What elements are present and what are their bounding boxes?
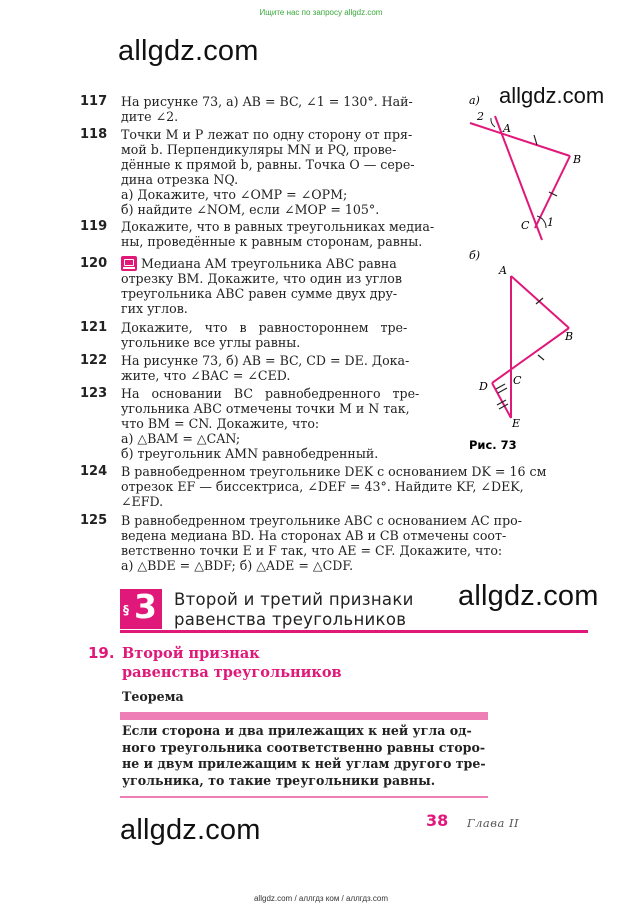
- problem-line: В равнобедренном треугольнике DEK с основанием DK = 16 см: [121, 464, 547, 479]
- paragraph-title-line: равенства треугольников: [122, 664, 342, 681]
- problem-line: Докажите, что в равных треугольниках медиа-: [121, 219, 435, 234]
- site-watermark: allgdz.com: [118, 35, 259, 67]
- problem-line: б) найдите ∠NOM, если ∠MOP = 105°.: [121, 202, 380, 217]
- site-watermark: allgdz.com: [458, 580, 599, 612]
- problem-line: дина отрезка NQ.: [121, 172, 239, 187]
- problem-line: треугольника ABC равен сумме двух дру-: [121, 286, 398, 301]
- section-title: [174, 590, 414, 630]
- problem-line: ны, проведённые к равным сторонам, равны.: [121, 234, 423, 249]
- problem-number: 119: [80, 219, 108, 234]
- theorem-line: угольника, то такие треугольники равны.: [122, 772, 436, 788]
- section-number: 3: [134, 587, 157, 626]
- problem-line: На рисунке 73, а) AB = BC, ∠1 = 130°. Най-: [121, 94, 413, 109]
- paragraph-title-line: Второй признак: [122, 645, 260, 662]
- label-1: 1: [547, 216, 554, 229]
- theorem-top-bar: [120, 712, 488, 720]
- problem-117: [80, 94, 450, 124]
- point-b: B: [573, 153, 582, 166]
- problem-number: 122: [80, 353, 108, 368]
- problem-number: 120: [80, 256, 108, 271]
- problem-124: [80, 464, 590, 509]
- point-b: B: [565, 330, 574, 343]
- theorem-text: [122, 723, 488, 789]
- problem-number: 124: [80, 464, 108, 479]
- problem-125: [80, 513, 590, 573]
- problem-line: Точки M и P лежат по одну сторону от пря-: [121, 127, 413, 142]
- problem-line: ветственно точки E и F так, что AE = CF. Докажите, что:: [121, 543, 503, 558]
- section-title-line: равенства треугольников: [174, 610, 407, 629]
- problem-number: 123: [80, 386, 108, 401]
- segment-ab: [511, 276, 569, 328]
- segment-bd: [492, 328, 569, 383]
- problem-line: жите, что ∠BAC = ∠CED.: [121, 368, 291, 383]
- section-rule: [120, 630, 588, 633]
- problem-line: мой b. Перпендикуляры MN и PQ, прове-: [121, 142, 397, 157]
- site-watermark: allgdz.com: [499, 83, 605, 108]
- problem-line: отрезок EF — биссектриса, ∠DEF = 43°. Найдите KF, ∠DEK,: [121, 479, 524, 494]
- theorem-line: не и двум прилежащим к ней углам другого тре-: [122, 756, 486, 771]
- point-c: C: [513, 374, 522, 387]
- section-title-line: Второй и третий признаки: [174, 590, 414, 609]
- problem-line: ведена медиана BD. На сторонах AB и CB отмечены соот-: [121, 528, 507, 543]
- problem-line: угольнике все углы равны.: [121, 335, 301, 350]
- problem-line: б) треугольник AMN равнобедренный.: [121, 446, 379, 461]
- paragraph-title: [122, 644, 342, 682]
- problem-120: [80, 256, 450, 316]
- figure-73: [455, 88, 605, 458]
- segment-de: [492, 383, 511, 418]
- section-badge: [120, 589, 162, 629]
- problem-line: а) Докажите, что ∠OMP = ∠OPM;: [121, 187, 348, 202]
- problem-line: Медиана AM треугольника ABC равна: [141, 256, 397, 271]
- segment-ab: [470, 123, 570, 156]
- tick-mark: [496, 384, 505, 389]
- figure-b: [469, 249, 573, 452]
- chapter-label: Глава II: [467, 816, 520, 830]
- top-watermark: Ищите нас по запросу allgdz.com: [259, 8, 383, 17]
- theorem-bottom-bar: [120, 796, 488, 798]
- problem-line: а) △BAM = △CAN;: [121, 431, 241, 446]
- theorem-line: Если сторона и два прилежащих к ней угла од-: [122, 723, 472, 738]
- label-2: 2: [477, 110, 484, 123]
- bottom-watermark: allgdz.com / аллгдз ком / аллгдз.com: [253, 894, 389, 903]
- problem-122: [80, 353, 450, 383]
- figure-a-label: а): [469, 94, 480, 107]
- problem-118: [80, 127, 450, 217]
- point-d: D: [479, 380, 488, 393]
- figure-a: [469, 94, 581, 240]
- point-c: C: [521, 219, 530, 232]
- theorem-label: Теорема: [122, 689, 184, 704]
- problem-line: отрезку BM. Докажите, что один из углов: [121, 271, 402, 286]
- point-a: A: [503, 122, 511, 135]
- problem-119: [80, 219, 450, 249]
- site-watermark: allgdz.com: [120, 814, 261, 846]
- problem-123: [80, 386, 450, 461]
- tick-mark: [538, 355, 544, 360]
- angle-2-arc: [491, 118, 495, 127]
- problem-line: гих углов.: [121, 301, 188, 316]
- problem-line: В равнобедренном треугольнике ABC с основанием AC про-: [121, 513, 522, 528]
- problem-121: [80, 320, 450, 350]
- tick-mark: [498, 388, 507, 393]
- problem-line: а) △BDE = △BDF; б) △ADE = △CDF.: [121, 558, 354, 573]
- problem-line: Докажите, что в равностороннем тре-: [121, 320, 408, 335]
- problem-line: угольника ABC отмечены точки M и N так,: [121, 401, 410, 416]
- section-symbol: §: [123, 603, 129, 617]
- problem-line: дите ∠2.: [121, 109, 179, 124]
- problem-line: дённые к прямой b, равны. Точка O — сере-: [121, 157, 415, 172]
- problem-number: 118: [80, 127, 108, 142]
- problem-line: что BM = CN. Докажите, что:: [121, 416, 320, 431]
- problem-line: ∠EFD.: [121, 494, 164, 509]
- problem-line: На рисунке 73, б) AB = BC, CD = DE. Дока-: [121, 353, 410, 368]
- figure-b-label: б): [469, 249, 481, 262]
- theorem-line: ного треугольника соответственно равны сторо-: [122, 739, 486, 755]
- paragraph-number: 19.: [88, 644, 115, 662]
- figure-caption: Рис. 73: [469, 438, 517, 452]
- point-a: A: [499, 264, 507, 277]
- problem-number: 125: [80, 513, 108, 528]
- computer-icon: [121, 256, 137, 271]
- problem-number: 117: [80, 94, 108, 109]
- problem-number: 121: [80, 320, 108, 335]
- point-e: E: [512, 417, 521, 430]
- page-number: 38: [426, 811, 449, 830]
- problem-line: На основании BC равнобедренного тре-: [121, 386, 420, 401]
